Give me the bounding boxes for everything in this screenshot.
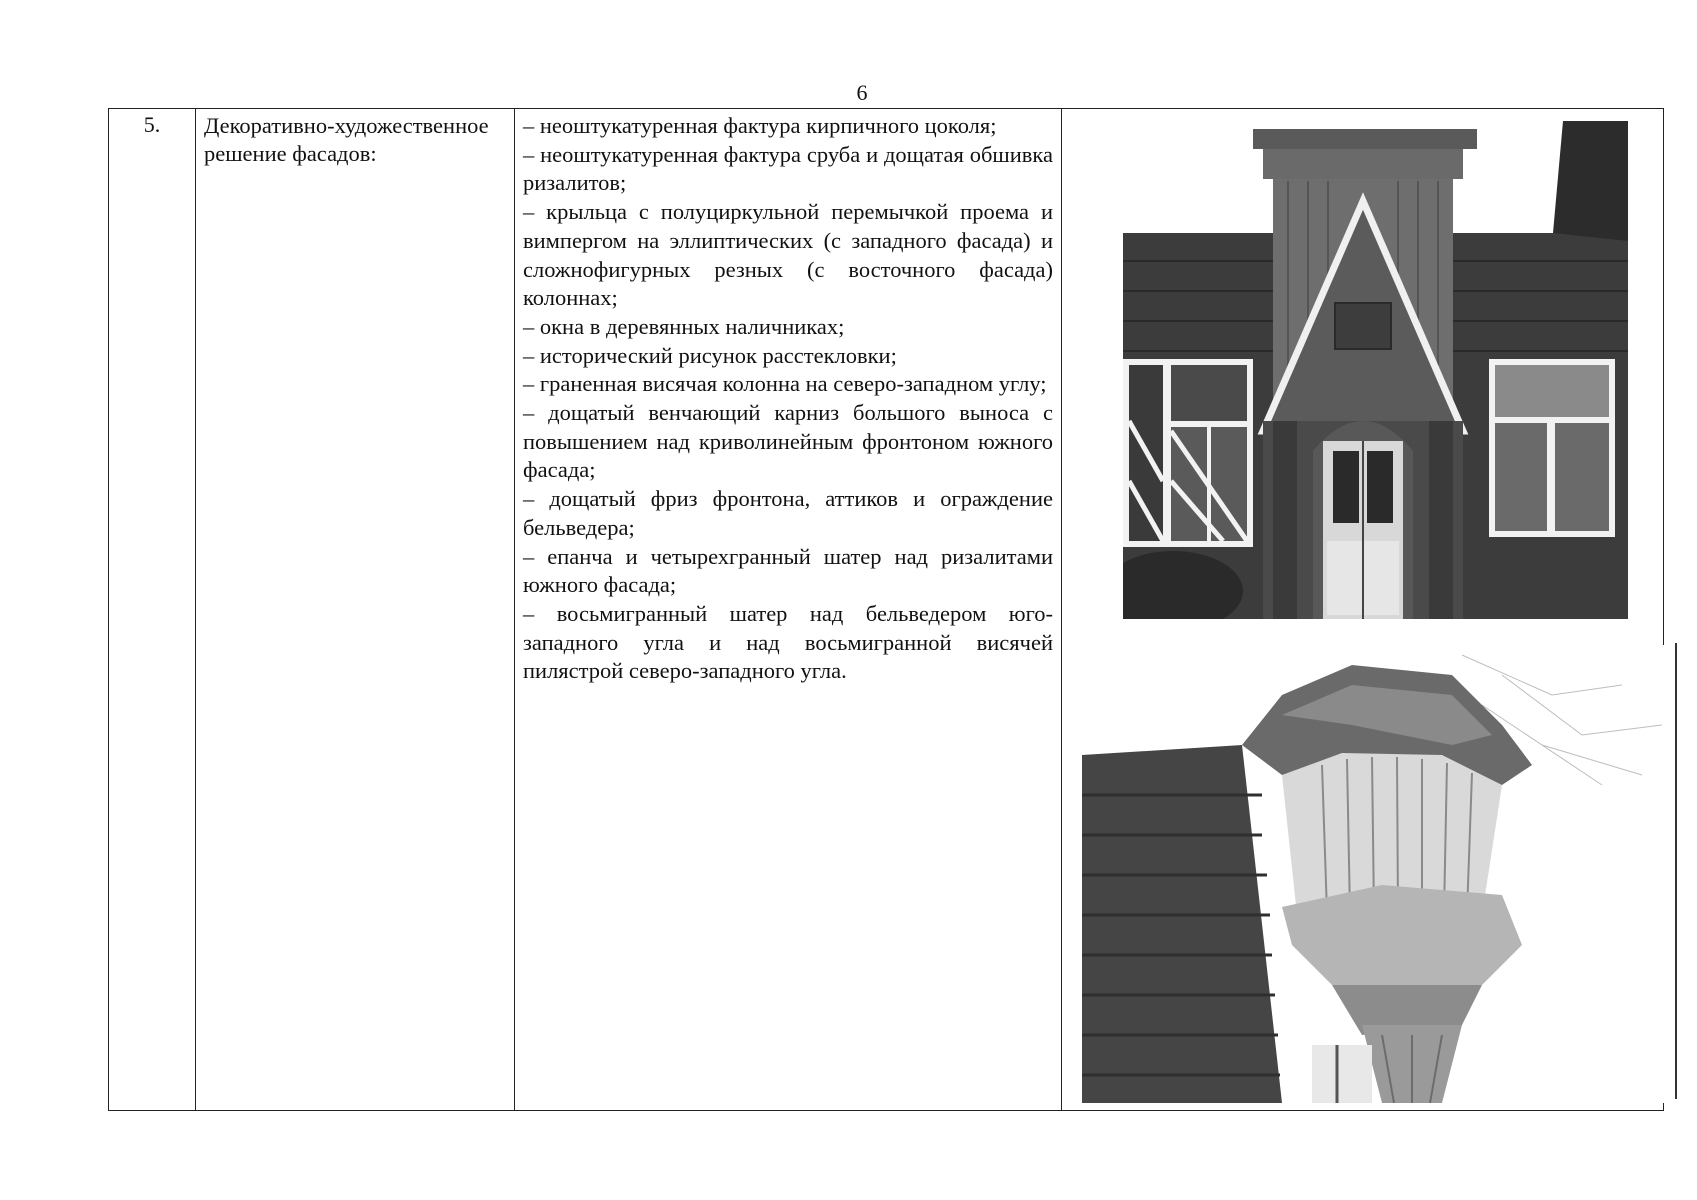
list-item: – крыльца с полуциркульной перемычкой проема и вимпергом на эллиптических (с западного фасада) и сложнофигурных резных (с восточного фасада) колоннах;	[523, 199, 1053, 311]
list-item: – восьмигранный шатер над бельведером юго-западного угла и над восьмигранной висячей пилястрой северо-западного угла.	[523, 600, 1053, 684]
row-number: 5.	[109, 109, 196, 1111]
row-name: Декоративно-художественное решение фасадов:	[196, 109, 515, 1111]
page-number: 6	[856, 80, 868, 105]
hanging-pilaster-photo	[1082, 645, 1677, 1103]
table-row	[109, 109, 1664, 1111]
list-item: – окна в деревянных наличниках;	[523, 313, 845, 339]
list-item: – дощатый фриз фронтона, аттиков и ограждение бельведера;	[523, 486, 1053, 540]
row-description	[515, 109, 1062, 1111]
feature-list	[523, 112, 1053, 686]
list-item: – граненная висячая колонна на северо-западном углу;	[523, 371, 1047, 397]
list-item: – исторический рисунок расстекловки;	[523, 342, 897, 368]
facade-table	[108, 108, 1664, 1111]
photo-cell	[1062, 109, 1664, 1111]
list-item: – дощатый венчающий карниз большого выноса с повышением над криволинейным фронтоном южного фасада;	[523, 400, 1053, 483]
list-item: – епанча и четырехгранный шатер над ризалитами южного фасада;	[523, 543, 1053, 598]
vertical-rule	[1675, 643, 1677, 1099]
list-item: – неоштукатуренная фактура сруба и дощатая обшивка ризалитов;	[523, 141, 1053, 196]
porch-photo	[1123, 121, 1628, 619]
list-item: – неоштукатуренная фактура кирпичного цоколя;	[523, 113, 997, 138]
